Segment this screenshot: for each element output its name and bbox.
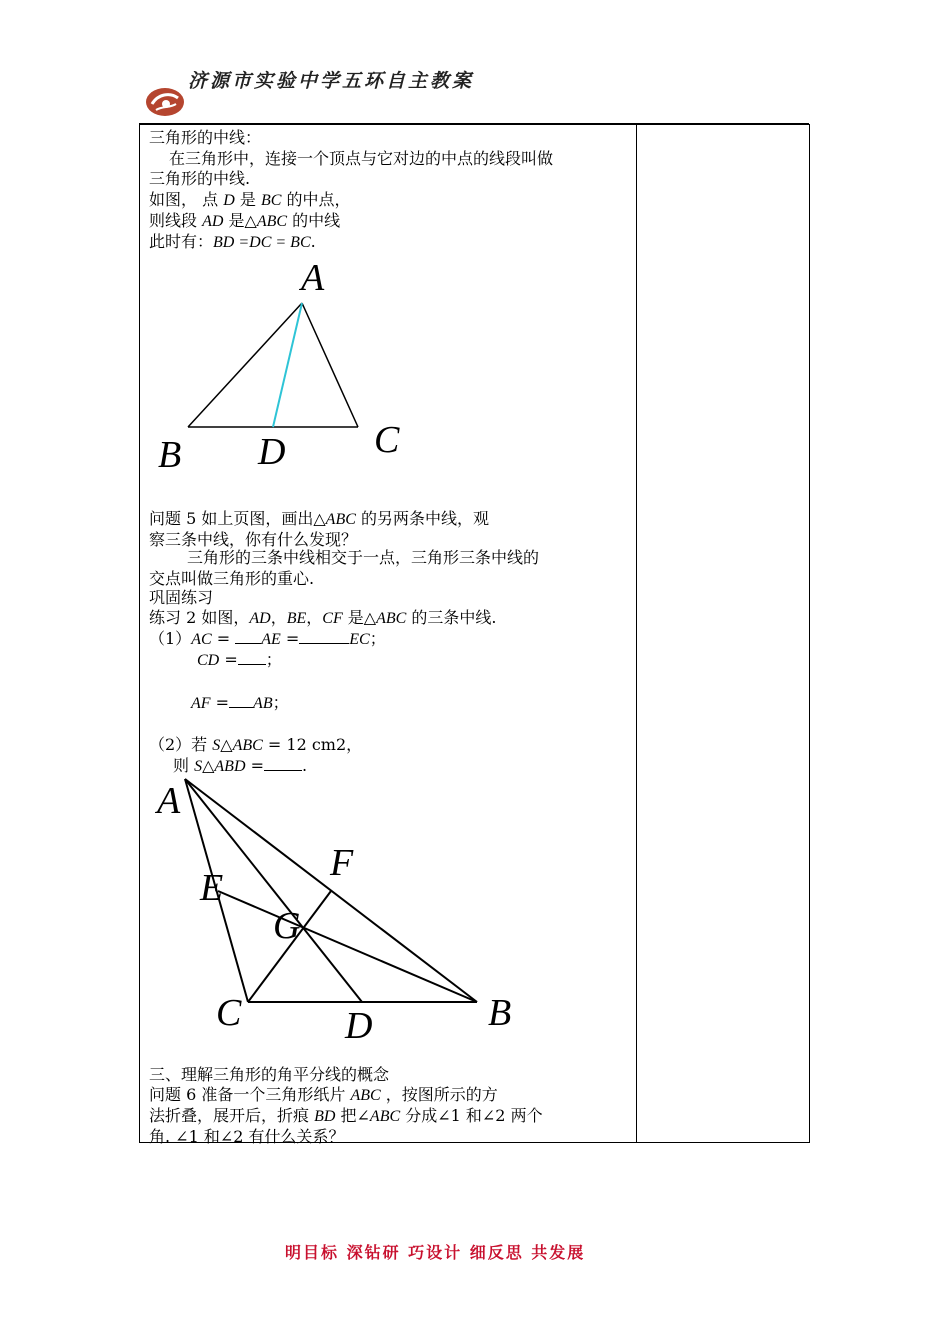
question-5-line-1: 问题 5 如上页图，画出△ABC 的另两条中线，观 [149,509,489,528]
fig1-label-d: D [258,431,286,473]
side-ab-2 [185,779,477,1002]
fig2-label-c: C [216,992,242,1034]
fig1-label-a: A [301,257,325,299]
exercise-2-part-1a: （1）AC = AE = EC； [149,629,386,648]
example-line-1: 如图， 点 D 是 BC 的中点， [149,190,351,209]
median-definition-1: 在三角形中，连接一个顶点与它对边的中点的线段叫做 [169,149,554,168]
centroid-definition-2: 交点叫做三角形的重心. [149,569,315,588]
question-6-line-3: 角. ∠1 和∠2 有什么关系？ [149,1127,345,1146]
fig1-label-b: B [158,434,182,476]
fig2-label-e: E [200,867,224,909]
fig1-label-c: C [374,419,400,461]
fig2-label-b: B [488,992,512,1034]
median-definition-2: 三角形的中线. [149,169,251,188]
footer-motto: 明目标 深钻研 巧设计 细反思 共发展 [285,1243,586,1262]
centroid-definition-1: 三角形的三条中线相交于一点，三角形三条中线的 [187,548,540,567]
fig2-label-d: D [345,1005,373,1047]
example-line-2: 则线段 AD 是△ABC 的中线 [149,211,341,230]
question-6-line-2: 法折叠，展开后，折痕 BD 把∠ABC 分成∠1 和∠2 两个 [149,1106,543,1125]
angle-bisector-heading: 三、理解三角形的角平分线的概念 [149,1065,390,1084]
consolidation-heading: 巩固练习 [149,588,214,607]
median-heading: 三角形的中线： [149,128,262,147]
fig2-label-a: A [157,780,181,822]
exercise-2-part-1b: CD = ； [197,650,282,669]
school-title: 济源市实验中学五环自主教案 [188,70,475,92]
example-line-3: 此时有：BD =DC = BC. [149,232,316,251]
question-6-line-1: 问题 6 准备一个三角形纸片 ABC ，按图所示的方 [149,1085,498,1104]
median-be-2 [218,891,477,1002]
fig2-label-g: G [273,905,301,947]
fig2-label-f: F [330,842,354,884]
question-5-line-2: 察三条中线，你有什么发现？ [149,530,358,549]
exercise-2-part-1c: AF = AB； [191,693,289,712]
exercise-2-part-2b: 则 S△ABD = . [173,756,308,775]
exercise-2-part-2a: （2）若 S△ABC = 12 cm2， [149,735,363,754]
exercise-2-prompt: 练习 2 如图，AD，BE，CF 是△ABC 的三条中线. [149,608,497,627]
